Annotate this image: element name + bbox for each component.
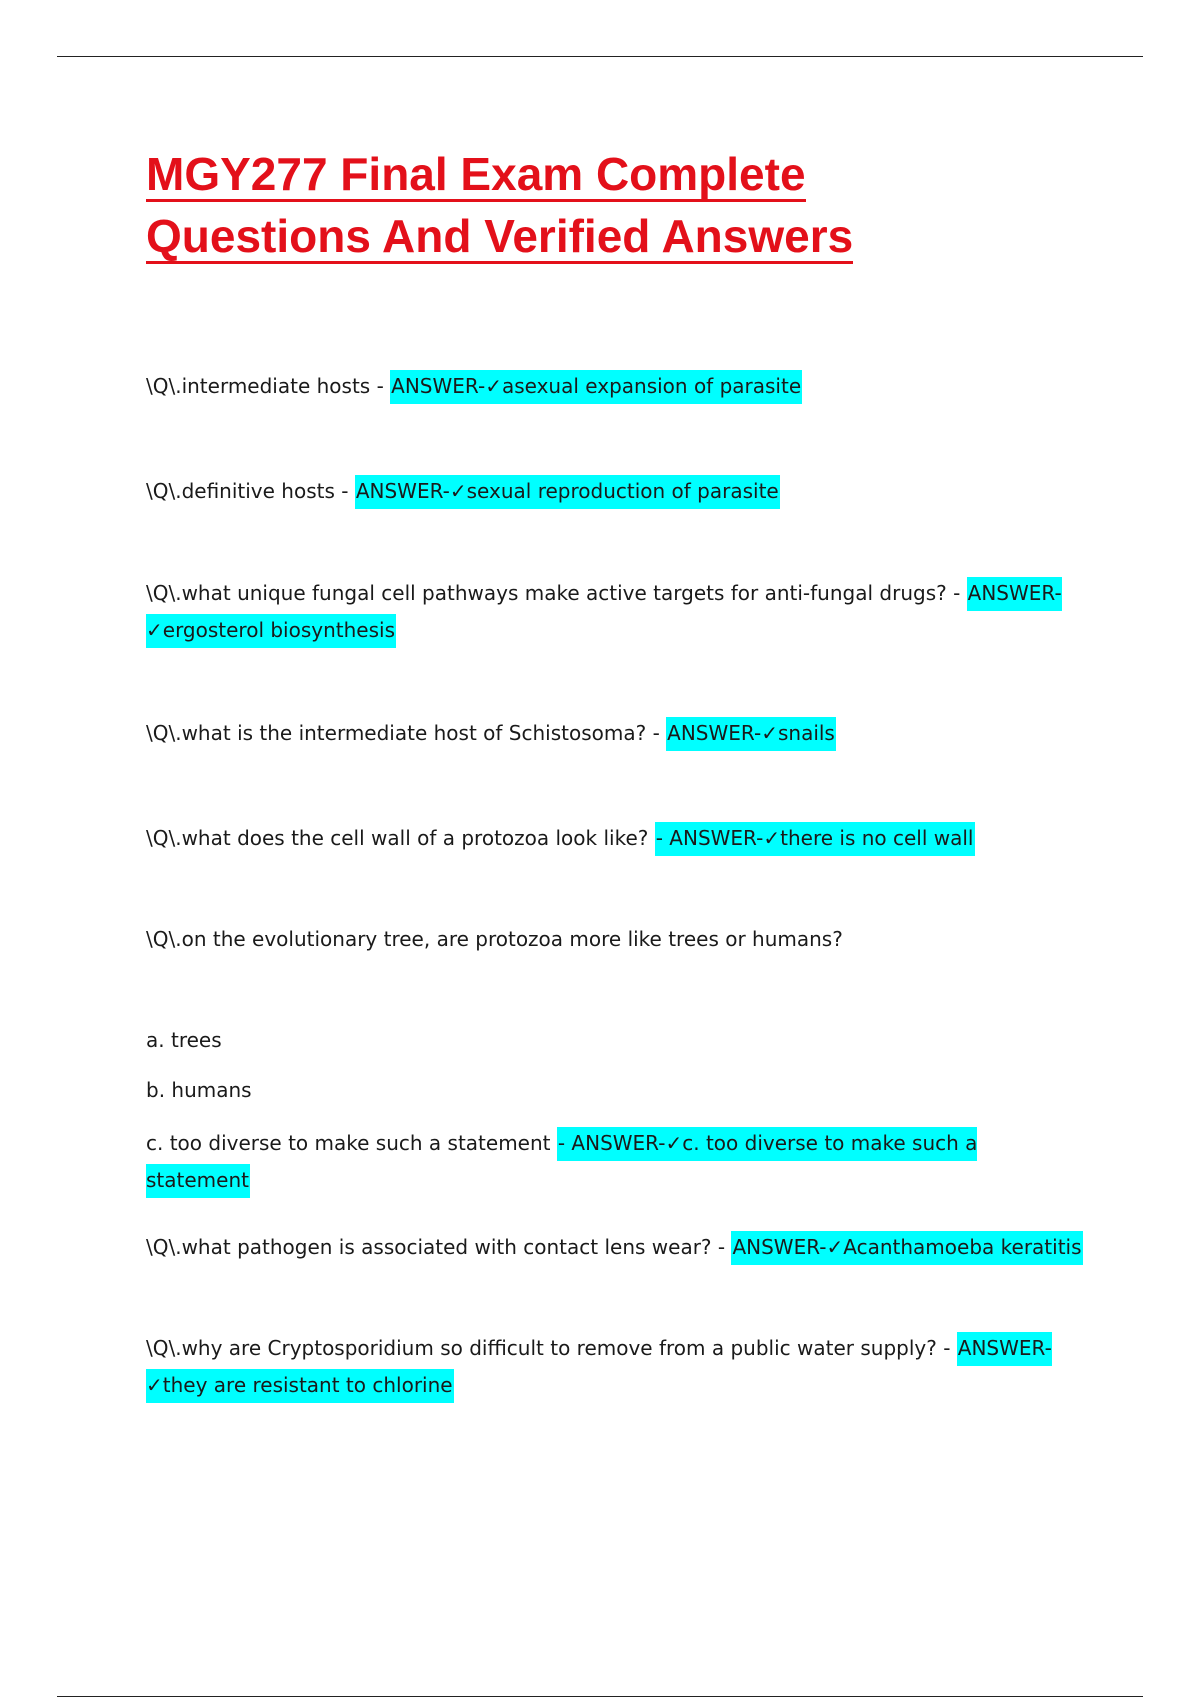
question-text: \Q\.what pathogen is associated with contact lens wear? - — [146, 1235, 732, 1259]
option-a-text: a. trees — [146, 1028, 222, 1052]
answer-highlight: - ANSWER-✓there is no cell wall — [655, 822, 975, 856]
answer-highlight: ANSWER-✓asexual expansion of parasite — [390, 370, 802, 404]
qa-item — [146, 1330, 1086, 1404]
option-b — [146, 1072, 1086, 1109]
question-text: \Q\.what is the intermediate host of Schistosoma? - — [146, 721, 667, 745]
question-text: \Q\.on the evolutionary tree, are protozoa more like trees or humans? — [146, 927, 843, 951]
title-line-2: Questions And Verified Answers — [146, 210, 854, 262]
top-rule — [57, 56, 1143, 57]
question-text: \Q\.intermediate hosts - — [146, 374, 391, 398]
option-c — [146, 1125, 1086, 1199]
question-text: \Q\.what unique fungal cell pathways make active targets for anti-fungal drugs? - — [146, 581, 967, 605]
question-text: \Q\.why are Cryptosporidium so difficult to remove from a public water supply? - — [146, 1336, 957, 1360]
qa-item — [146, 921, 1086, 958]
qa-item — [146, 368, 1086, 405]
qa-item — [146, 473, 1086, 510]
answer-highlight: ANSWER-✓sexual reproduction of parasite — [355, 475, 780, 509]
answer-highlight: - ANSWER-✓c. too diverse to make such a statement — [146, 1127, 977, 1198]
qa-item — [146, 715, 1086, 752]
question-text: \Q\.definitive hosts - — [146, 479, 355, 503]
answer-highlight: ANSWER-✓they are resistant to chlorine — [146, 1332, 1052, 1403]
answer-highlight: ANSWER-✓Acanthamoeba keratitis — [731, 1231, 1082, 1265]
qa-item — [146, 1229, 1086, 1266]
answer-highlight: ANSWER-✓snails — [666, 717, 836, 751]
qa-item — [146, 820, 1086, 857]
title-line-1: MGY277 Final Exam Complete — [146, 148, 806, 200]
qa-item — [146, 575, 1086, 649]
bottom-rule — [57, 1696, 1143, 1697]
answer-highlight: ANSWER-✓ergosterol biosynthesis — [146, 577, 1062, 648]
option-b-text: b. humans — [146, 1078, 252, 1102]
option-a — [146, 1022, 1086, 1059]
question-text: \Q\.what does the cell wall of a protozoa look like? — [146, 826, 655, 850]
document-title — [146, 146, 1146, 270]
option-c-text: c. too diverse to make such a statement — [146, 1131, 557, 1155]
